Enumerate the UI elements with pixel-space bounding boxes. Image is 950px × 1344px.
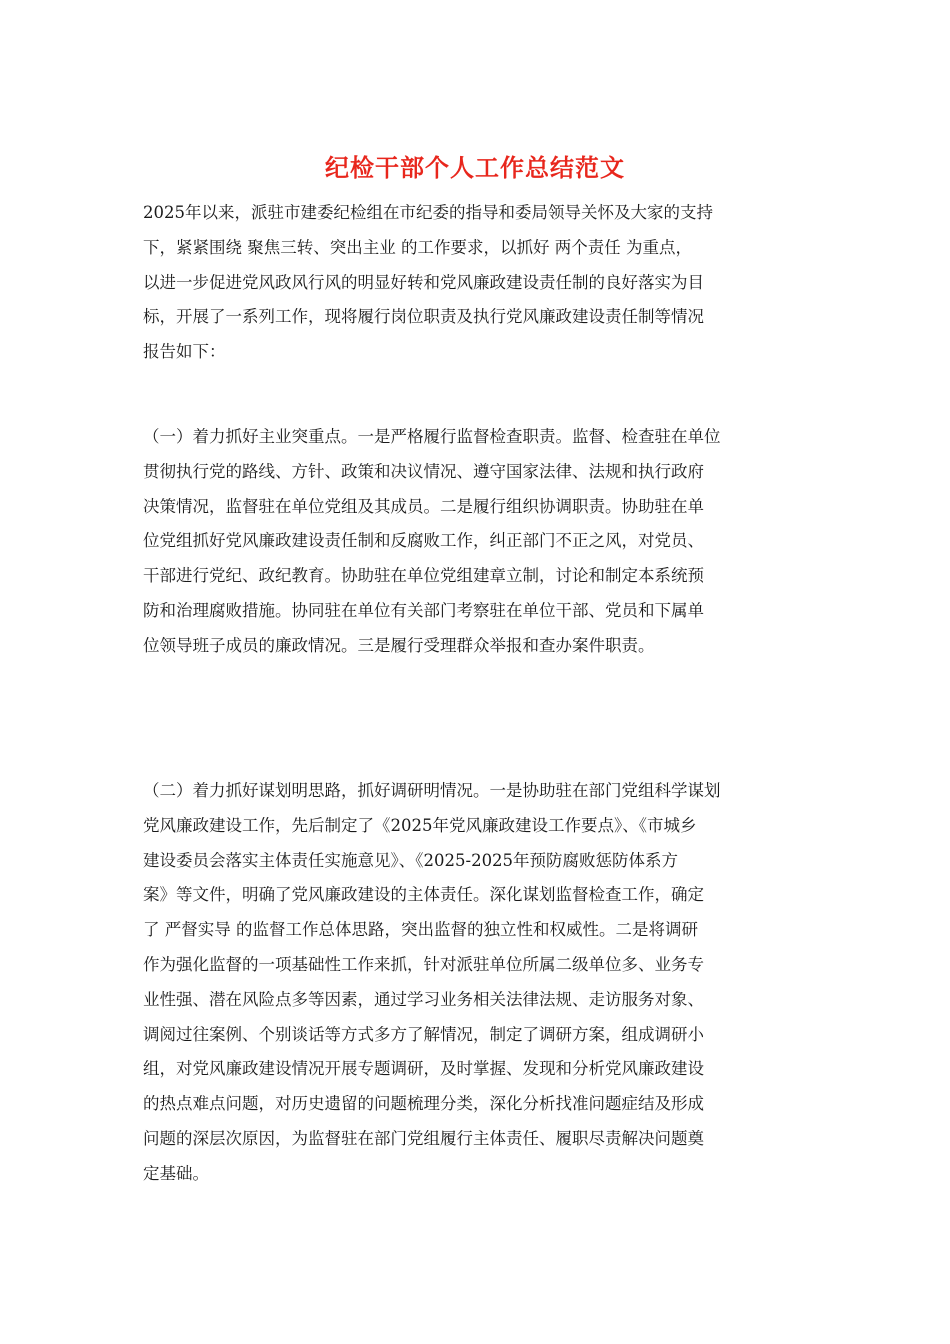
paragraph-line: 组，对党风廉政建设情况开展专题调研，及时掌握、发现和分析党风廉政建设 [143, 1059, 704, 1079]
paragraph-line: （二）着力抓好谋划明思路，抓好调研明情况。一是协助驻在部门党组科学谋划 [143, 781, 721, 800]
paragraph-line: 决策情况，监督驻在单位党组及其成员。二是履行组织协调职责。协助驻在单 [143, 496, 704, 516]
paragraph-line: 党风廉政建设工作，先后制定了《2025年党风廉政建设工作要点》、《市城乡 [143, 815, 697, 835]
section-two-paragraph [143, 774, 811, 1192]
paragraph-line: 了 严督实导 的监督工作总体思路，突出监督的独立性和权威性。二是将调研 [143, 920, 698, 940]
paragraph-line: 定基础。 [143, 1163, 209, 1183]
intro-paragraph [143, 196, 811, 370]
paragraph-line: 干部进行党纪、政纪教育。协助驻在单位党组建章立制，讨论和制定本系统预 [143, 566, 704, 586]
paragraph-line: 标，开展了一系列工作，现将履行岗位职责及执行党风廉政建设责任制等情况 [143, 307, 704, 327]
paragraph-line: 问题的深层次原因，为监督驻在部门党组履行主体责任、履职尽责解决问题奠 [143, 1128, 704, 1148]
document-title: 纪检干部个人工作总结范文 [325, 153, 625, 182]
paragraph-line: 调阅过往案例、个别谈话等方式多方了解情况，制定了调研方案，组成调研小 [143, 1024, 704, 1044]
paragraph-line: 业性强、潜在风险点多等因素，通过学习业务相关法律法规、走访服务对象、 [143, 989, 704, 1009]
paragraph-line: 下，紧紧围绕 聚焦三转、突出主业 的工作要求，以抓好 两个责任 为重点， [143, 237, 692, 257]
paragraph-line: 位党组抓好党风廉政建设责任制和反腐败工作，纠正部门不正之风，对党员、 [143, 531, 704, 551]
paragraph-line: 的热点难点问题，对历史遗留的问题梳理分类，深化分析找准问题症结及形成 [143, 1094, 704, 1114]
paragraph-line: 贯彻执行党的路线、方针、政策和决议情况、遵守国家法律、法规和执行政府 [143, 461, 704, 481]
paragraph-line: 作为强化监督的一项基础性工作来抓，针对派驻单位所属二级单位多、业务专 [143, 954, 704, 974]
paragraph-line: （一）着力抓好主业突重点。一是严格履行监督检查职责。监督、检查驻在单位 [143, 427, 721, 446]
paragraph-line: 建设委员会落实主体责任实施意见》、《2025-2025年预防腐败惩防体系方 [143, 850, 679, 870]
paragraph-line: 防和治理腐败措施。协同驻在单位有关部门考察驻在单位干部、党员和下属单 [143, 600, 704, 620]
paragraph-line: 2025年以来，派驻市建委纪检组在市纪委的指导和委局领导关怀及大家的支持 [143, 203, 713, 222]
paragraph-line: 报告如下： [143, 342, 226, 362]
paragraph-line: 位领导班子成员的廉政情况。三是履行受理群众举报和查办案件职责。 [143, 635, 655, 655]
paragraph-line: 案》等文件，明确了党风廉政建设的主体责任。深化谋划监督检查工作，确定 [143, 885, 704, 905]
section-one-paragraph [143, 420, 811, 664]
paragraph-line: 以进一步促进党风政风行风的明显好转和党风廉政建设责任制的良好落实为目 [143, 272, 704, 292]
